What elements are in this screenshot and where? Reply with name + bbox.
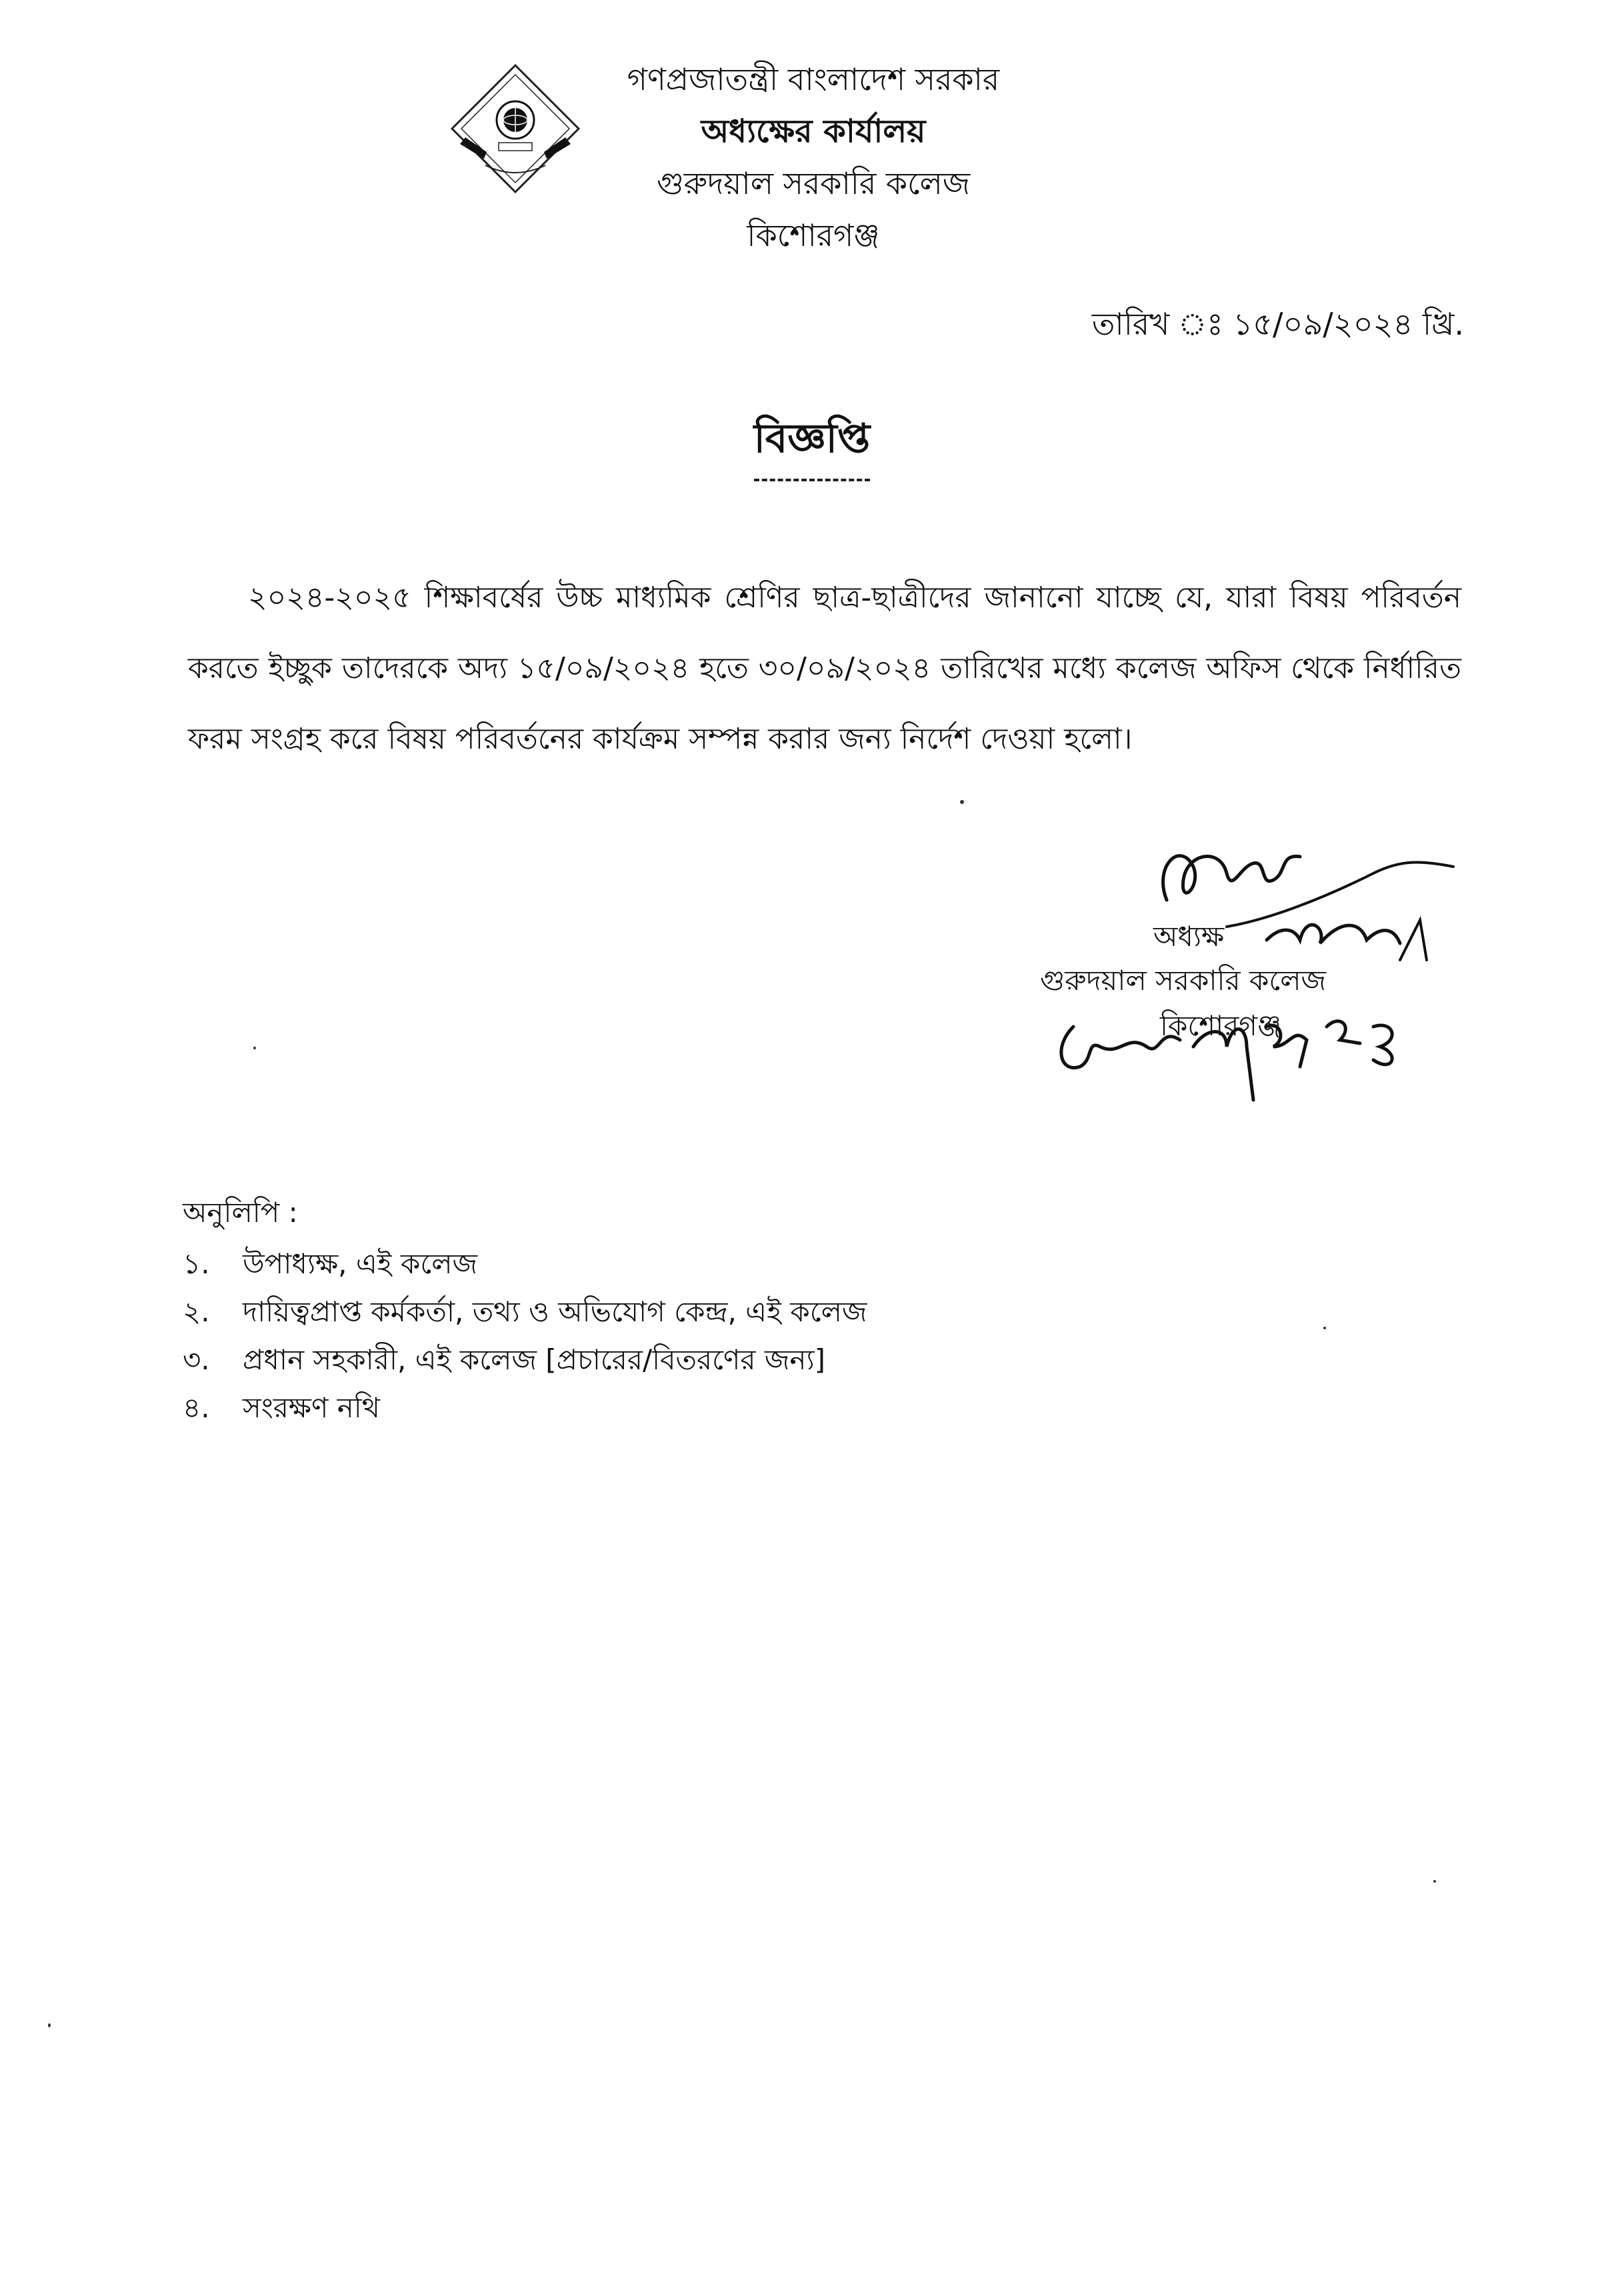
notice-title-wrapper (0, 408, 1624, 481)
copy-item-text: দায়িত্বপ্রাপ্ত কর্মকর্তা, তথ্য ও অভিযোগ কেন্দ্র, এই কলেজ (243, 1295, 867, 1328)
notice-body: ২০২৪-২০২৫ শিক্ষাবর্ষের উচ্চ মাধ্যমিক শ্রেণির ছাত্র-ছাত্রীদের জানানো যাচ্ছে যে, যারা বিষয় পরিবর্তন করতে ইচ্ছুক তাদেরকে অদ্য ১৫/০৯/২০২৪ হতে ৩০/০৯/২০২৪ তারিখের মধ্যে কলেজ অফিস থেকে নির্ধারিত ফরম সংগ্রহ করে বিষয় পরিবর্তনের কার্যক্রম সম্পন্ন করার জন্য নির্দেশ দেওয়া হলো। (188, 581, 1461, 756)
signatory-title: অধ্যক্ষ (1153, 920, 1225, 953)
scan-speck (960, 800, 964, 804)
government-name: গণপ্রজাতন্ত্রী বাংলাদেশ সরকার (627, 61, 1000, 97)
copy-list (183, 1240, 867, 1432)
district-name: কিশোরগঞ্জ (747, 217, 880, 253)
signatory-college: গুরুদয়াল সরকারি কলেজ (1040, 964, 1327, 997)
copy-item (183, 1336, 867, 1384)
copy-item-number: ১. (183, 1247, 210, 1280)
scan-speck (253, 1047, 256, 1049)
letterhead (560, 53, 1067, 261)
copy-item-number: ২. (183, 1295, 210, 1328)
signature-block (1027, 827, 1493, 1133)
copy-item-number: ৪. (183, 1391, 210, 1424)
copy-item-text: প্রধান সহকারী, এই কলেজ [প্রচারের/বিতরণের জন্য] (243, 1343, 826, 1376)
signatory-district: কিশোরগঞ্জ (1160, 1009, 1281, 1042)
copy-heading: অনুলিপি : (183, 1196, 298, 1229)
notice-date: তারিখ ঃ ১৫/০৯/২০২৪ খ্রি. (1091, 306, 1464, 342)
notice-title: বিজ্ঞপ্তি (754, 408, 870, 481)
scan-speck (1433, 1880, 1436, 1883)
copy-item (183, 1288, 867, 1336)
college-name: গুরুদয়াল সরকারি কলেজ (657, 165, 970, 201)
copy-item-number: ৩. (183, 1343, 210, 1376)
scan-speck (1323, 1327, 1326, 1329)
scan-speck (48, 2023, 51, 2027)
copy-item-text: উপাধ্যক্ষ, এই কলেজ (243, 1247, 478, 1280)
copy-item (183, 1240, 867, 1288)
copy-item (183, 1384, 867, 1432)
copy-item-text: সংরক্ষণ নথি (243, 1391, 380, 1424)
office-name: অধ্যক্ষের কার্যালয় (701, 113, 926, 150)
